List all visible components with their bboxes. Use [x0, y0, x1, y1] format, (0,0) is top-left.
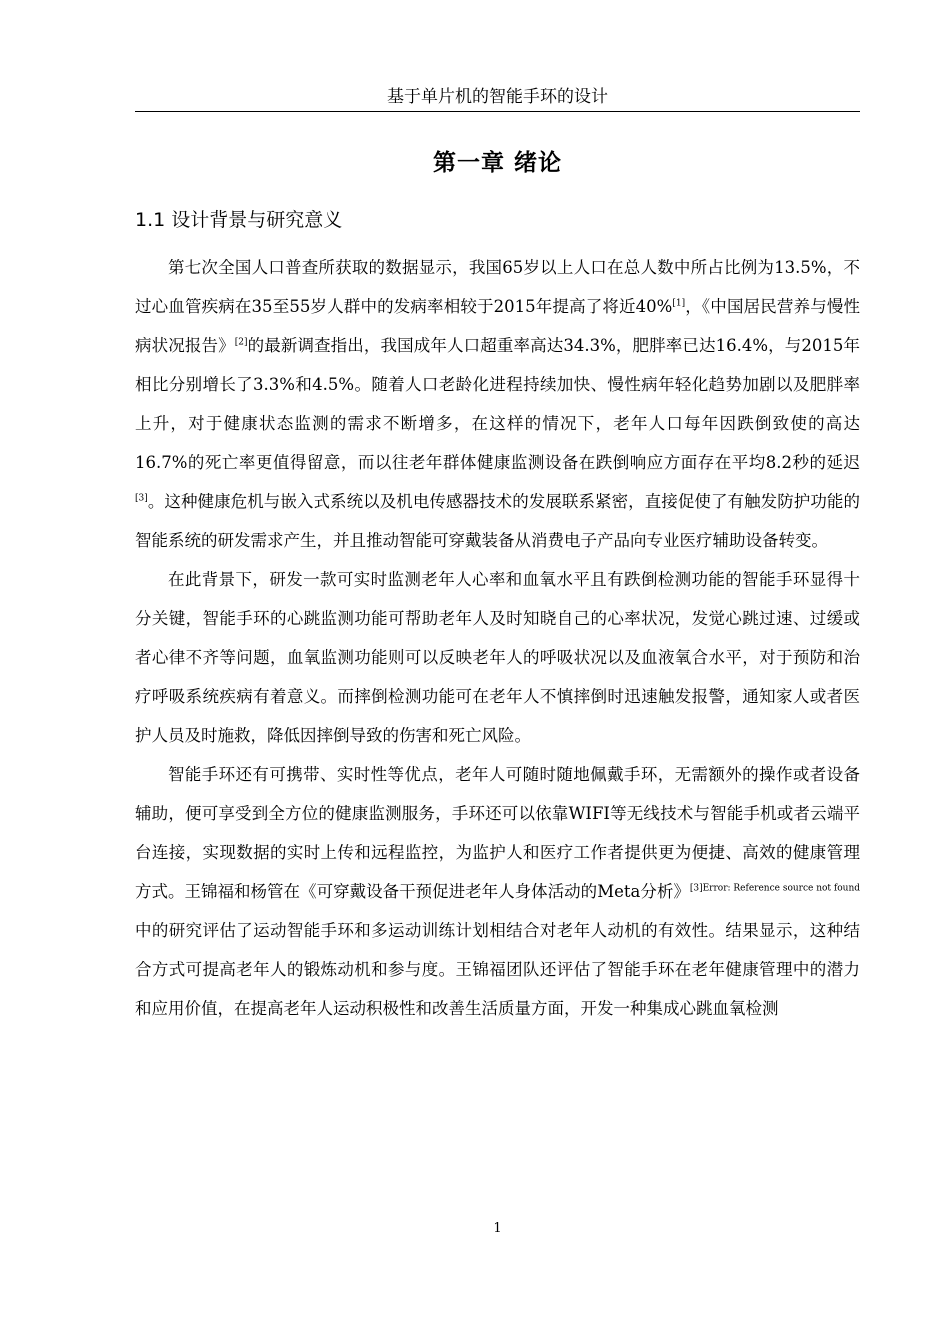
body-text	[135, 248, 860, 1028]
paragraph-1-text-b: ，《中国居民营养与慢性病状况报告》	[135, 297, 861, 355]
paragraph-1-text-d: 。这种健康危机与嵌入式系统以及机电传感器技术的发展联系紧密，直接促使了有触发防护功能的智能系统的研发需求产生，并且推动智能可穿戴装备从消费电子产品向专业医疗辅助设备转变。	[135, 492, 860, 550]
paragraph-1-text-a: 第七次全国人口普查所获取的数据显示，我国65岁以上人口在总人数中所占比例为13.5%，不过心血管疾病在35至55岁人群中的发病率相较于2015年提高了将近40%	[135, 258, 860, 316]
section-heading: 1.1 设计背景与研究意义	[135, 209, 343, 231]
paragraph-1-text-c: 的最新调查指出，我国成年人口超重率高达34.3%，肥胖率已达16.4%，与2015年相比分别增长了3.3%和4.5%。随着人口老龄化进程持续加快、慢性病年轻化趋势加剧以及肥胖率上升，对于健康状态监测的需求不断增多，在这样的情况下，老年人口每年因跌倒致使的高达16.7%的死亡率更值得留意，而以往老年群体健康监测设备在跌倒响应方面存在平均8.2秒的延迟	[135, 336, 860, 472]
citation-ref: [1]	[672, 298, 686, 309]
paragraph-2: 在此背景下，研发一款可实时监测老年人心率和血氧水平且有跌倒检测功能的智能手环显得十分关键，智能手环的心跳监测功能可帮助老年人及时知晓自己的心率状况，发觉心跳过速、过缓或者心律不齐等问题，血氧监测功能则可以反映老年人的呼吸状况以及血液氧合水平，对于预防和治疗呼吸系统疾病有着意义。而摔倒检测功能可在老年人不慎摔倒时迅速触发报警，通知家人或者医护人员及时施救，降低因摔倒导致的伤害和死亡风险。	[135, 570, 860, 745]
chapter-title: 第一章 绪论	[432, 150, 562, 176]
paragraph-1	[135, 248, 860, 560]
paragraph-3-text-a: 智能手环还有可携带、实时性等优点，老年人可随时随地佩戴手环，无需额外的操作或者设备辅助，便可享受到全方位的健康监测服务，手环还可以依靠WIFI等无线技术与智能手机或者云端平台连接，实现数据的实时上传和远程监控，为监护人和医疗工作者提供更为便捷、高效的健康管理方式。王锦福和杨管在《可穿戴设备干预促进老年人身体活动的Meta分析》	[135, 765, 860, 901]
paragraph-3	[135, 755, 860, 1028]
page-number: 1	[493, 1221, 502, 1236]
citation-ref: [2]	[234, 337, 248, 348]
paragraph-3-text-b: 中的研究评估了运动智能手环和多运动训练计划相结合对老年人动机的有效性。结果显示，这种结合方式可提高老年人的锻炼动机和参与度。王锦福团队还评估了智能手环在老年健康管理中的潜力和应用价值，在提高老年人运动积极性和改善生活质量方面，开发一种集成心跳血氧检测	[135, 921, 860, 1018]
running-header: 基于单片机的智能手环的设计	[135, 86, 860, 112]
citation-ref: [3]	[135, 493, 148, 504]
citation-ref-error: [3]Error: Reference source not found	[689, 883, 860, 894]
